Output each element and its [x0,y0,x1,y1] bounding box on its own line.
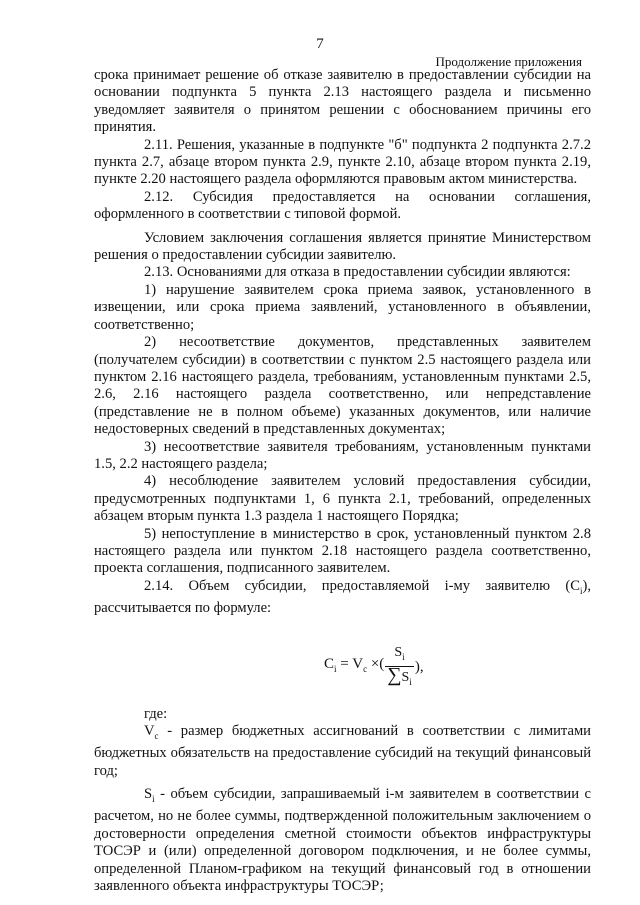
vc-symbol: V [144,722,155,739]
list-item-1: 1) нарушение заявителем срока приема заявок, установленного в извещении, или срока приема заявлений, установленного в объявлении, соответственно; [94,281,591,333]
si-sub: i [152,793,155,804]
formula-v-sub: c [363,664,368,674]
definition-si [94,786,591,895]
page-number: 7 [316,36,324,52]
document-body [94,67,591,895]
formula-times: ×( [367,656,385,672]
paragraph-2-11: 2.11. Решения, указанные в подпункте "б" подпункта 2 подпункта 2.7.2 пункта 2.7, абзаце втором пункта 2.9, пункте 2.10, абзаце втором пункта 2.19, пункте 2.20 настоящего раздела оформляются правовым актом министерства. [94,136,591,188]
formula-numerator-sub: i [402,651,405,662]
definition-vc [94,723,591,780]
where-label: где: [144,705,168,722]
formula-fraction [385,644,414,691]
list-item-4: 4) несоблюдение заявителем условий предоставления субсидии, предусмотренных подпунктами 1, 6 пункта 2.1, требований, определенных абзацем вторым пункта 1.3 раздела 1 настоящего Порядка; [94,473,591,525]
paragraph-2-13: 2.13. Основаниями для отказа в предоставлении субсидии являются: [144,264,571,281]
formula-lhs-sub: i [334,664,337,674]
si-text: - объем субсидии, запрашиваемый i-м заявителем в соответствии с расчетом, но не более суммы, подтвержденной положительным заключением о достоверности определения сметной стоимости объектов инфраструктуры ТОСЭР и (или) определенной договором подключения, и не более суммы, определенной Планом-графиком на текущий финансовый год в отношении заявленного объекта инфраструктуры ТОСЭР; [94,786,591,894]
list-item-2: 2) несоответствие документов, представленных заявителем (получателем субсидии) в соответствии с пунктом 2.5 настоящего раздела или пунктом 2.16 настоящего раздела, требованиям, установленным пунктами 2.5, 2.6, 2.16 настоящего раздела соответственно, или непредставление (представление не в полном объеме) указанных документов, или наличие недостоверных сведений в представленных документах; [94,334,591,438]
vc-text: - размер бюджетных ассигнований в соответствии с лимитами бюджетных обязательств на предоставление субсидий на текущий финансовый год; [94,722,591,779]
appendix-note: Продолжение приложения [435,54,582,69]
p214-text: 2.14. Объем субсидии, предоставляемой i-му заявителю (C [144,577,580,594]
formula-denominator: S [401,669,410,685]
vc-sub: с [154,730,159,741]
formula-eq: = V [336,656,364,672]
list-item-5: 5) непоступление в министерство в срок, установленный пунктом 2.8 настоящего раздела или пунктом 2.18 настоящего раздела соответственно, проекта соглашения, подписанного заявителем. [94,525,591,577]
paragraph-continuation: срока принимает решение об отказе заявителю в предоставлении субсидии на основании подпункта 5 пункта 2.13 настоящего раздела и письменно уведомляет заявителя о принятом решении с обоснованием причины его принятия. [94,67,591,136]
p214-sub: i [579,585,583,596]
formula-denominator-sub: i [409,676,412,687]
sigma-symbol: ∑ [387,663,402,686]
paragraph-agreement-condition: Условием заключения соглашения является принятие Министерством решения о предоставлении субсидии заявителю. [94,229,591,264]
formula-tail: ), [414,658,424,675]
formula-numerator: S [394,644,403,660]
list-item-3: 3) несоответствие заявителя требованиям, установленным пунктами 1.5, 2.2 настоящего раздела; [94,438,591,472]
paragraph-2-14 [94,578,591,618]
si-symbol: S [144,786,153,803]
p214-tail: ), рассчитывается по формуле: [94,577,591,617]
paragraph-2-12: 2.12. Субсидия предоставляется на основании соглашения, оформленного в соответствии с типовой формой. [94,188,591,223]
subsidy-formula [94,628,591,698]
formula-lhs: C [324,656,335,672]
